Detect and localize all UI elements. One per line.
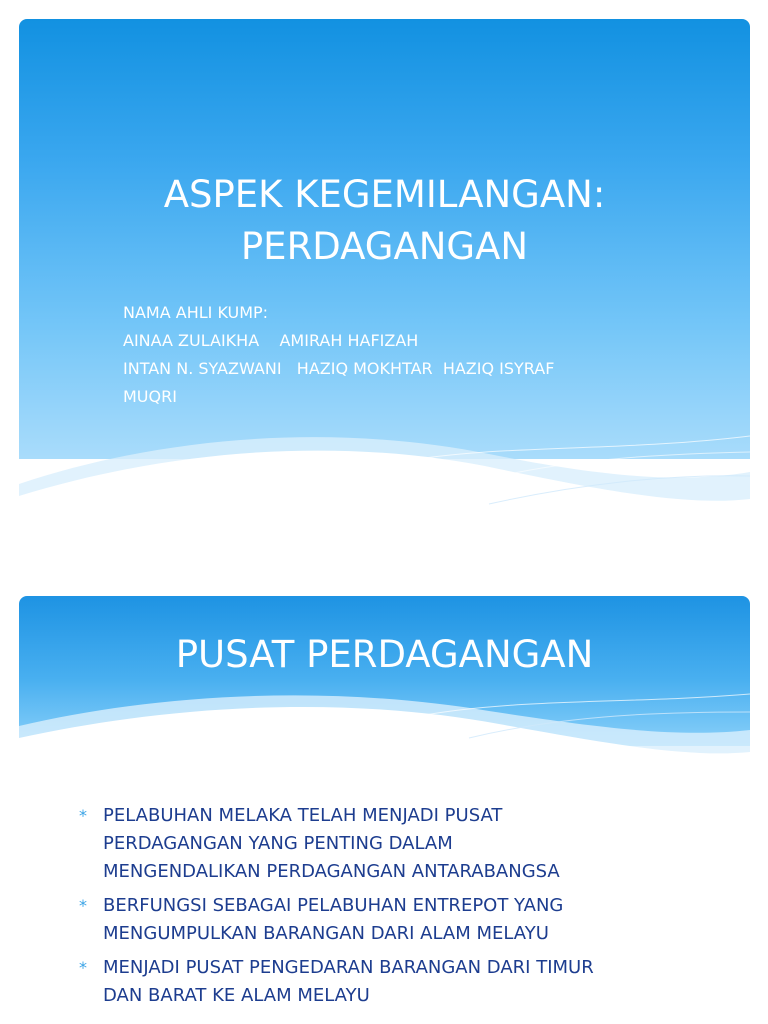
title-slide [19,19,750,531]
wave-decoration [19,666,750,776]
bullet-text: MENJADI PUSAT PENGEDARAN BARANGAN DARI TIMUR [103,957,594,978]
slide-title: PUSAT PERDAGANGAN [175,633,594,676]
bullet-text: MENGUMPULKAN BARANGAN DARI ALAM MELAYU [103,923,549,944]
bullet-text: BERFUNGSI SEBAGAI PELABUHAN ENTREPOT YANG [103,895,564,916]
slide-title-line: ASPEK KEGEMILANGAN: [163,173,606,216]
asterisk-bullet-icon: * [79,958,87,977]
group-members [123,299,683,411]
list-item [77,892,727,948]
members-line: MUQRI [123,387,177,406]
asterisk-bullet-icon: * [79,806,87,825]
bullet-text: PELABUHAN MELAKA TELAH MENJADI PUSAT [103,805,503,826]
wave-decoration [19,414,750,531]
slide-title [19,169,750,273]
bullet-text: PERDAGANGAN YANG PENTING DALAM [103,833,453,854]
bullet-text: DAN BARAT KE ALAM MELAYU [103,985,370,1006]
members-heading: NAMA AHLI KUMP: [123,303,269,322]
asterisk-bullet-icon: * [79,896,87,915]
bullet-list [77,802,727,1016]
content-slide [19,596,750,1024]
bullet-text: MENGENDALIKAN PERDAGANGAN ANTARABANGSA [103,861,560,882]
members-line: AINAA ZULAIKHA AMIRAH HAFIZAH [123,331,419,350]
members-line: INTAN N. SYAZWANI HAZIQ MOKHTAR HAZIQ ISYRAF [123,359,555,378]
slide-title-line: PERDAGANGAN [240,225,529,268]
list-item [77,954,727,1010]
list-item [77,802,727,886]
